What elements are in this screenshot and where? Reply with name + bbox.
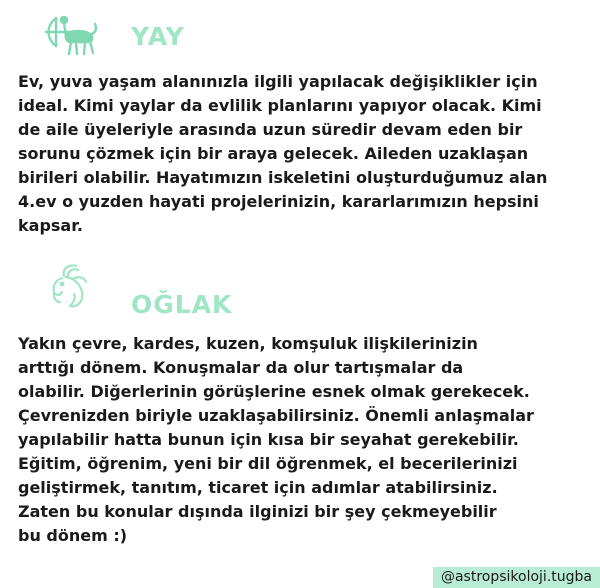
text-line: ideal. Kimi yaylar da evlilik planlarını yapıyor olacak. Kimi xyxy=(18,96,542,115)
text-line: arttığı dönem. Konuşmalar da olur tartışmalar da xyxy=(18,358,464,377)
section-text-oglak xyxy=(18,332,590,548)
section-text-yay xyxy=(18,70,590,238)
text-line: kapsar. xyxy=(18,216,83,235)
text-line: yapılabilir hatta bunun için kısa bir seyahat gerekebilir. xyxy=(18,430,519,449)
text-line: bu dönem :) xyxy=(18,526,128,545)
sagittarius-icon xyxy=(40,12,98,58)
text-line: de aile üyeleriyle arasında uzun süredir devam eden bir xyxy=(18,120,523,139)
text-line: geliştirmek, tanıtım, ticaret için adımlar atabilirsiniz. xyxy=(18,478,498,497)
text-line: 4.ev o yuzden hayati projelerinizin, kararlarımızın hepsini xyxy=(18,192,539,211)
section-title-oglak: OĞLAK xyxy=(131,290,233,319)
author-handle: @astropsikoloji.tugba xyxy=(433,567,600,588)
text-line: birileri olabilir. Hayatımızın iskeletini oluşturduğumuz alan xyxy=(18,168,548,187)
section-title-yay: YAY xyxy=(131,22,185,51)
text-line: Zaten bu konular dışında ilginizi bir şey çekmeyebilir xyxy=(18,502,497,521)
text-line: Ev, yuva yaşam alanınızla ilgili yapılacak değişiklikler için xyxy=(18,72,538,91)
text-line: Çevrenizden biriyle uzaklaşabilirsiniz. Önemli anlaşmalar xyxy=(18,406,534,425)
text-line: olabilir. Diğerlerinin görüşlerine esnek olmak gerekecek. xyxy=(18,382,530,401)
text-line: Eğitim, öğrenim, yeni bir dil öğrenmek, el becerilerinizi xyxy=(18,454,518,473)
text-line: Yakın çevre, kardes, kuzen, komşuluk ilişkilerinizin xyxy=(18,334,478,353)
text-line: sorunu çözmek için bir araya gelecek. Aileden uzaklaşan xyxy=(18,144,529,163)
capricorn-icon xyxy=(44,262,96,312)
